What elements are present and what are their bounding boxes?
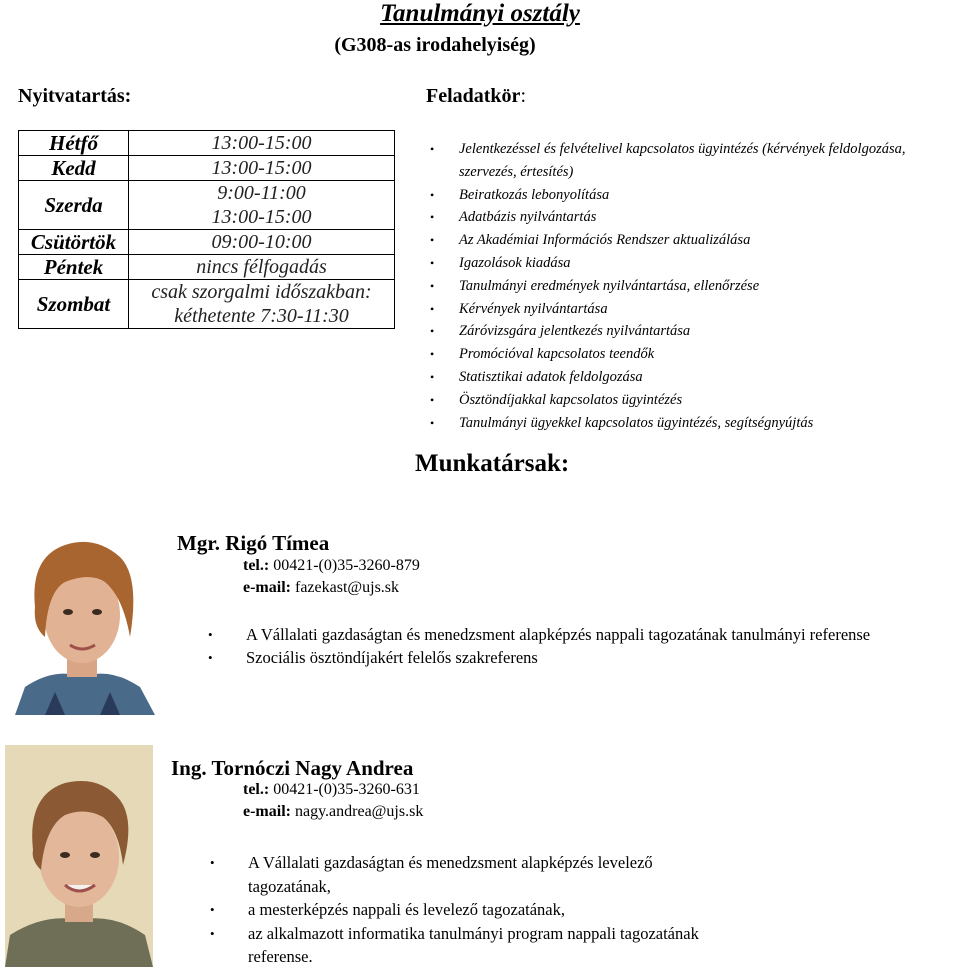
bullet-icon: • [430, 301, 435, 316]
tel-value: 00421-(0)35-3260-879 [273, 557, 420, 574]
bullet-icon: • [208, 650, 213, 665]
hours-time-line: 9:00-11:00 [217, 182, 306, 204]
duty-text: Az Akadémiai Információs Rendszer aktualizálása [459, 232, 751, 249]
duties-heading [426, 85, 526, 108]
email-label: e-mail: [243, 803, 291, 820]
responsibility-item [208, 623, 960, 646]
hours-row [19, 181, 395, 230]
responsibility-item [208, 646, 960, 669]
bullet-icon: • [430, 324, 435, 339]
hours-time-line: nincs félfogadás [196, 256, 327, 278]
responsibility-text: A Vállalati gazdaságtan és menedzsment alapképzés nappali tagozatának tanulmányi referense [246, 625, 871, 644]
hours-row [19, 230, 395, 255]
hours-row [19, 255, 395, 280]
tel-label: tel.: [243, 557, 270, 574]
duties-heading-text: Feladatkör [426, 85, 521, 107]
duty-item [430, 343, 930, 366]
responsibility-text: az alkalmazott informatika tanulmányi program nappali tagozatának referense. [248, 923, 699, 966]
tel-value: 00421-(0)35-3260-631 [273, 781, 420, 798]
bullet-icon: • [210, 855, 215, 870]
bullet-icon: • [430, 142, 435, 156]
hours-row [19, 156, 395, 181]
hours-time [129, 156, 395, 181]
staff-responsibilities-1 [208, 623, 960, 669]
duty-item [430, 275, 930, 298]
bullet-icon: • [430, 392, 435, 407]
duty-text: Ösztöndíjakkal kapcsolatos ügyintézés [459, 391, 683, 408]
hours-time-line: 09:00-10:00 [211, 231, 312, 253]
hours-row [19, 280, 395, 329]
staff-photo-tornoczi-nagy-andrea [5, 745, 153, 967]
page-subtitle: (G308-as irodahelyiség) [334, 34, 536, 56]
duty-text: Jelentkezéssel és felvételivel kapcsolatos ügyintézés (kérvények feldolgozása, szervezés, értesítés) [459, 141, 906, 180]
staff-name-1: Mgr. Rigó Tímea [177, 531, 330, 555]
hours-day: Hétfő [19, 131, 129, 156]
hours-time-line: 13:00-15:00 [211, 157, 312, 179]
staff-email-2 [243, 803, 423, 821]
opening-hours-heading: Nyitvatartás: [18, 85, 132, 107]
duty-text: Adatbázis nyilvántartás [459, 209, 597, 226]
responsibility-text: Szociális ösztöndíjakért felelős szakreferens [246, 648, 538, 667]
staff-email-1 [243, 579, 399, 597]
duty-item [430, 298, 930, 321]
duty-text: Tanulmányi ügyekkel kapcsolatos ügyintézés, segítségnyújtás [459, 414, 814, 431]
bullet-icon: • [430, 369, 435, 384]
duty-text: Záróvizsgára jelentkezés nyilvántartása [459, 323, 691, 340]
staff-tel-2 [243, 781, 420, 799]
hours-time-line: 13:00-15:00 [211, 132, 312, 154]
page-title: Tanulmányi osztály [380, 0, 580, 27]
duty-text: Beiratkozás lebonyolítása [459, 186, 610, 203]
duty-text: Igazolások kiadása [459, 254, 571, 271]
responsibility-item [210, 922, 730, 969]
duty-item [430, 138, 930, 184]
hours-day: Szombat [19, 280, 129, 329]
duty-text: Kérvények nyilvántartása [459, 300, 608, 317]
responsibility-item [210, 898, 730, 922]
staff-tel-1 [243, 557, 420, 575]
responsibility-item [210, 851, 730, 898]
duty-item [430, 206, 930, 229]
email-value[interactable]: nagy.andrea@ujs.sk [294, 803, 424, 820]
portrait-image [5, 527, 160, 715]
bullet-icon: • [430, 187, 435, 202]
duty-text: Statisztikai adatok feldolgozása [459, 368, 643, 385]
hours-time [129, 230, 395, 255]
hours-day: Péntek [19, 255, 129, 280]
opening-hours-table [18, 130, 395, 329]
responsibility-text: A Vállalati gazdaságtan és menedzsment alapképzés levelező tagozatának, [248, 853, 653, 896]
tel-label: tel.: [243, 781, 270, 798]
bullet-icon: • [210, 925, 215, 941]
hours-time [129, 280, 395, 329]
duty-item [430, 252, 930, 275]
bullet-icon: • [430, 210, 435, 225]
hours-time-line: kéthetente 7:30-11:30 [174, 305, 349, 327]
hours-day: Csütörtök [19, 230, 129, 255]
duties-list [430, 138, 930, 434]
email-label: e-mail: [243, 579, 291, 596]
bullet-icon: • [430, 347, 435, 362]
duty-text: Promócióval kapcsolatos teendők [459, 346, 655, 363]
bullet-icon: • [210, 902, 215, 917]
bullet-icon: • [430, 255, 435, 270]
duty-text: Tanulmányi eredmények nyilvántartása, ellenőrzése [459, 277, 760, 294]
bullet-icon: • [430, 233, 435, 248]
hours-day: Szerda [19, 181, 129, 230]
hours-time [129, 181, 395, 230]
hours-day: Kedd [19, 156, 129, 181]
staff-responsibilities-2 [210, 851, 730, 969]
duty-item [430, 366, 930, 389]
staff-name-2: Ing. Tornóczi Nagy Andrea [171, 756, 414, 780]
bullet-icon: • [430, 415, 435, 430]
bullet-icon: • [208, 627, 213, 642]
bullet-icon: • [430, 278, 435, 293]
hours-time [129, 131, 395, 156]
email-value[interactable]: fazekast@ujs.sk [294, 579, 400, 596]
duty-item [430, 412, 930, 435]
hours-time [129, 255, 395, 280]
duty-item [430, 184, 930, 207]
staff-photo-rigo-timea [5, 527, 160, 715]
hours-time-line: csak szorgalmi időszakban: [151, 281, 372, 303]
duty-item [430, 229, 930, 252]
hours-time-line: 13:00-15:00 [211, 206, 312, 228]
portrait-image [5, 745, 153, 967]
duties-heading-colon: : [520, 85, 526, 107]
hours-row [19, 131, 395, 156]
staff-heading: Munkatársak: [415, 450, 570, 477]
duty-item [430, 320, 930, 343]
responsibility-text: a mesterképzés nappali és levelező tagozatának, [248, 900, 566, 919]
duty-item [430, 389, 930, 412]
